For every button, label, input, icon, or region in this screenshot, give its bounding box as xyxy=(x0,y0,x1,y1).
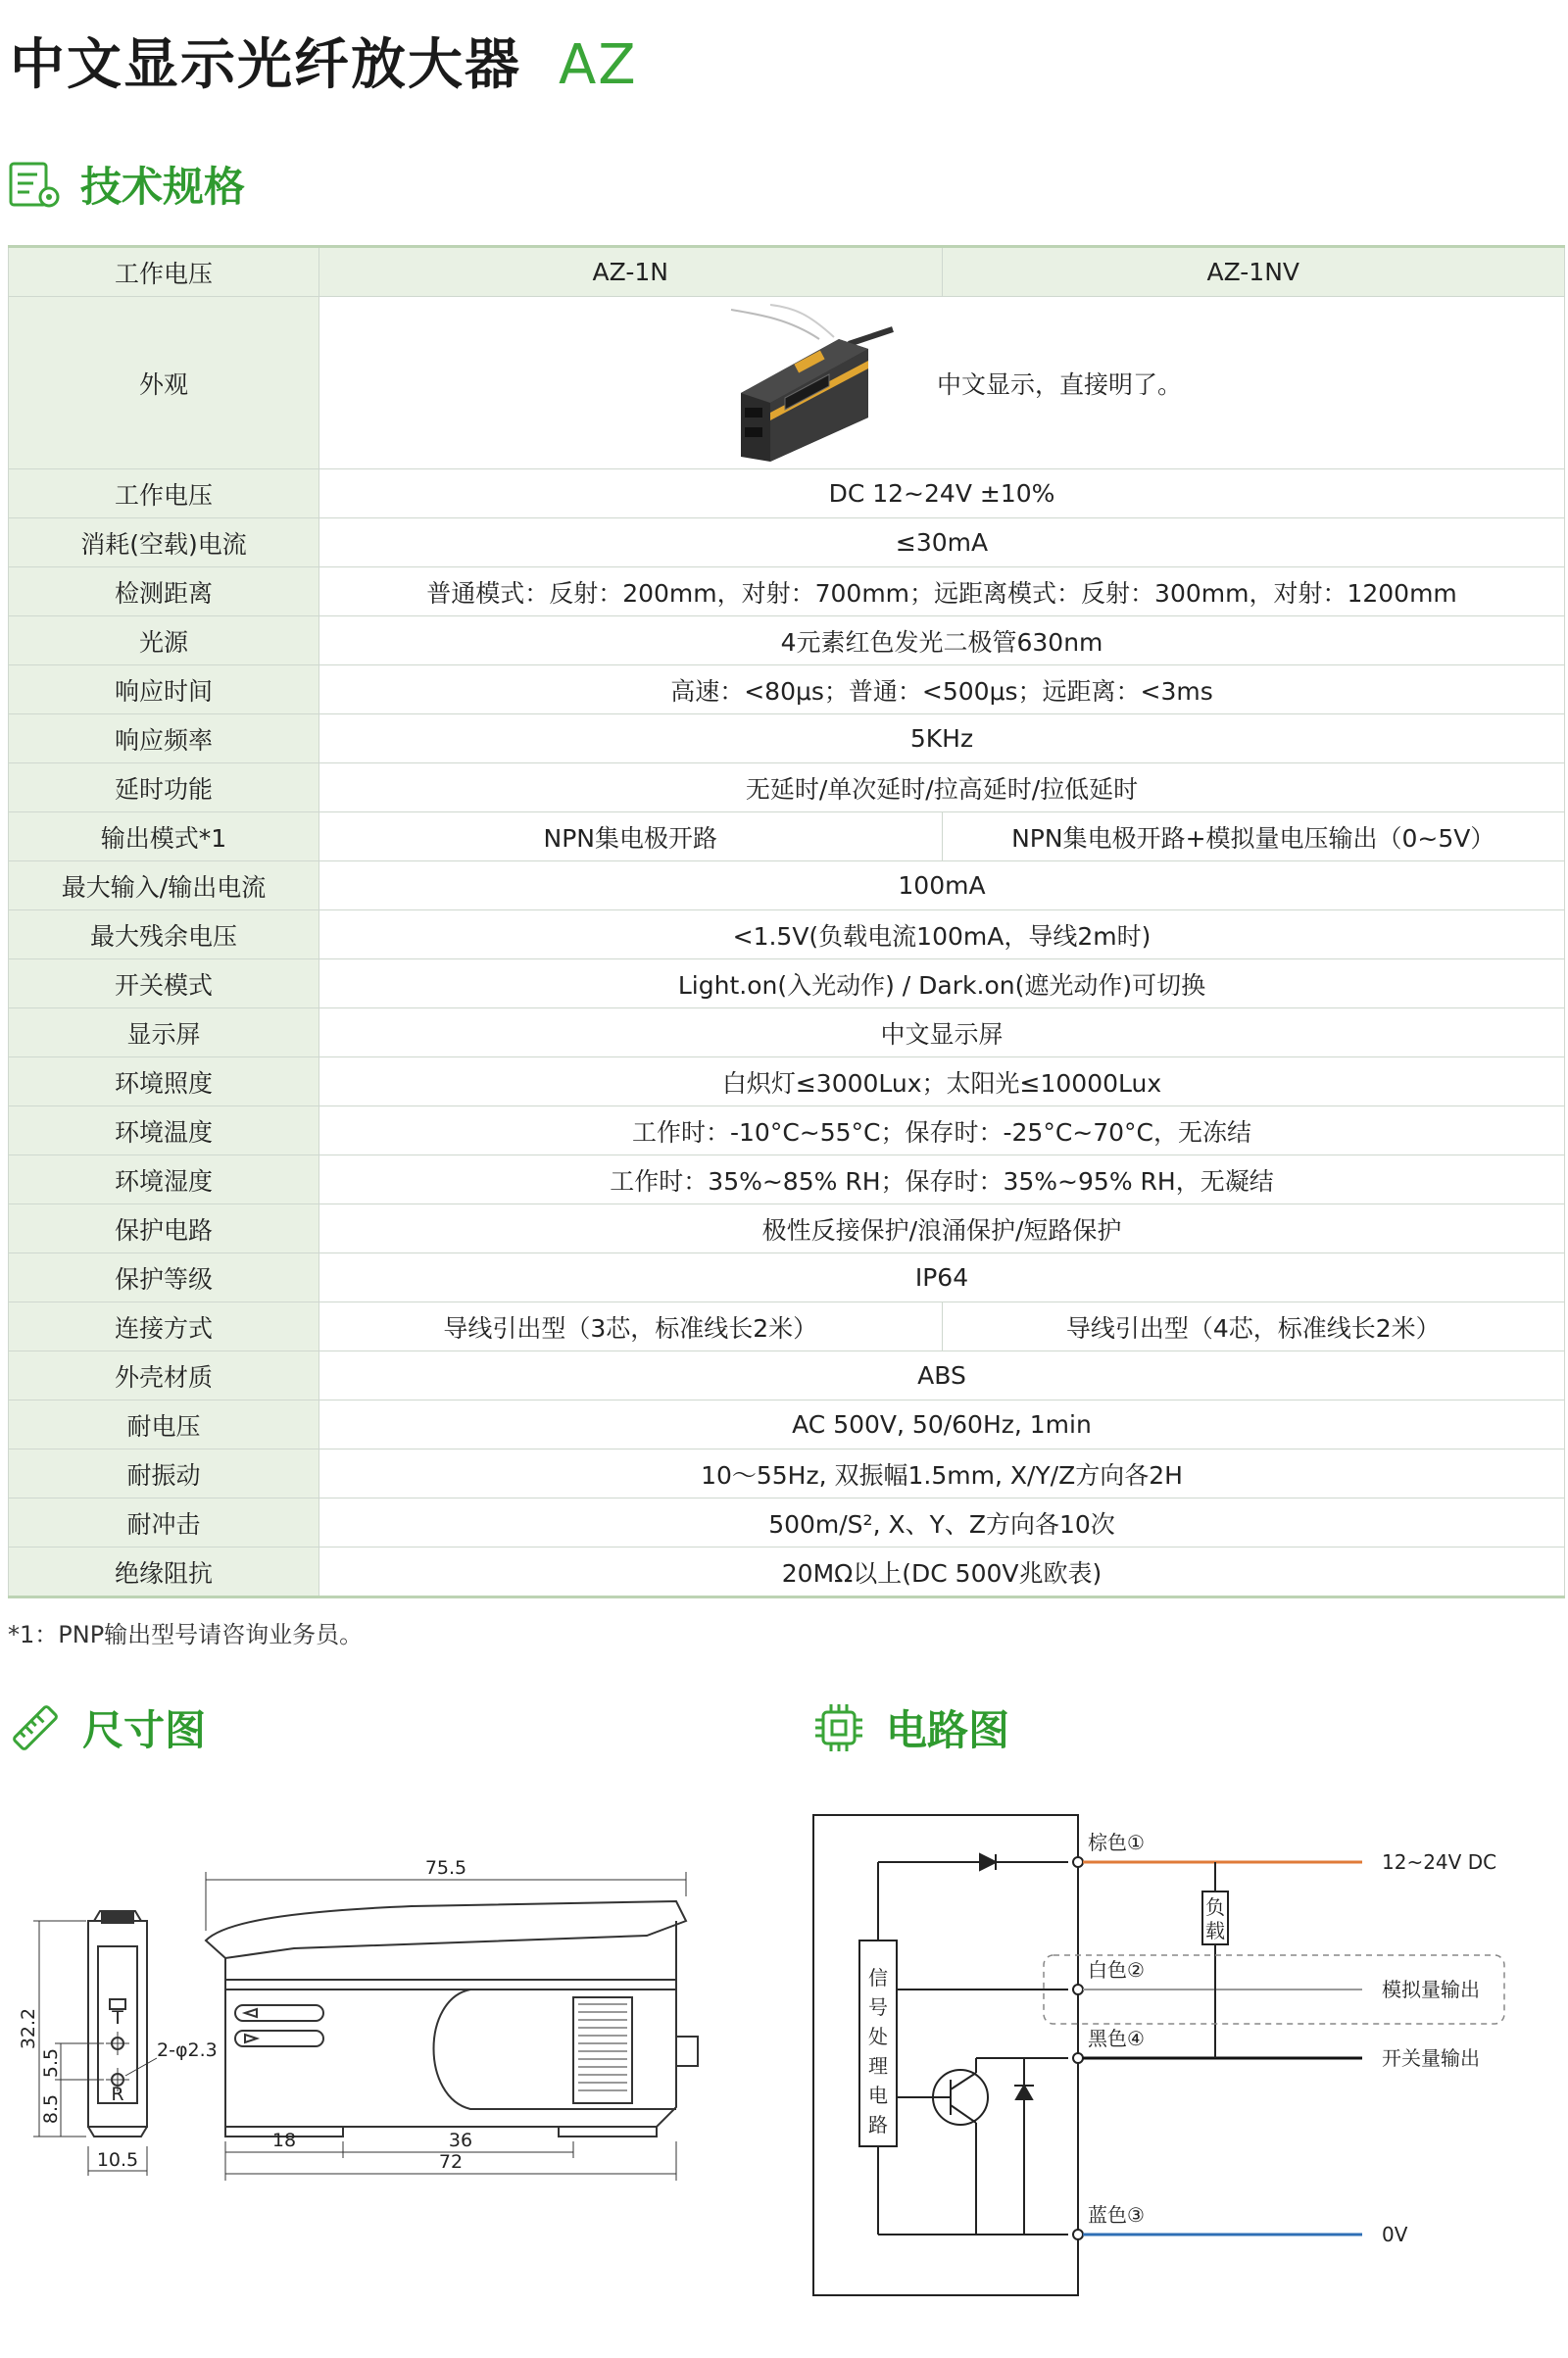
table-cell-value: 极性反接保护/浪涌保护/短路保护 xyxy=(319,1204,1565,1253)
table-cell-value: 4元素红色发光二极管630nm xyxy=(319,616,1565,665)
ruler-icon xyxy=(8,1700,63,1755)
table-row xyxy=(9,714,1565,763)
table-row xyxy=(9,1351,1565,1400)
table-cell-value: 无延时/单次延时/拉高延时/拉低延时 xyxy=(319,763,1565,812)
table-row xyxy=(9,763,1565,812)
wire-label-blue: 蓝色③ xyxy=(1088,2203,1145,2227)
table-cell-value: <1.5V(负载电流100mA，导线2m时) xyxy=(319,910,1565,959)
table-row xyxy=(9,1155,1565,1204)
spec-table xyxy=(8,245,1565,1598)
table-cell-value: 高速：<80μs；普通：<500μs；远距离：<3ms xyxy=(319,665,1565,714)
spec-sheet-icon xyxy=(8,160,61,209)
table-cell-label: 耐冲击 xyxy=(9,1498,319,1547)
table-row xyxy=(9,1253,1565,1302)
table-cell-value: Light.on(入光动作) / Dark.on(遮光动作)可切换 xyxy=(319,959,1565,1008)
table-cell-value: 5KHz xyxy=(319,714,1565,763)
label-t: T xyxy=(112,2007,123,2029)
table-row-appearance xyxy=(9,297,1565,469)
dim-d2: 8.5 xyxy=(40,2093,62,2125)
table-cell-label: 环境湿度 xyxy=(9,1155,319,1204)
table-cell-label: 耐振动 xyxy=(9,1449,319,1498)
table-cell-value: 10～55Hz, 双振幅1.5mm, X/Y/Z方向各2H xyxy=(319,1449,1565,1498)
table-cell-label: 消耗(空载)电流 xyxy=(9,518,319,567)
table-cell-value: 工作时：35%~85% RH；保存时：35%~95% RH，无凝结 xyxy=(319,1155,1565,1204)
table-cell-label: 输出模式*1 xyxy=(9,812,319,861)
circuit-diagram xyxy=(804,1803,1568,2313)
table-cell-label: 环境温度 xyxy=(9,1106,319,1155)
table-row xyxy=(9,959,1565,1008)
table-row xyxy=(9,812,1565,861)
table-cell-value: 导线引出型（4芯，标准线长2米） xyxy=(942,1302,1565,1351)
table-row xyxy=(9,1449,1565,1498)
table-row xyxy=(9,1547,1565,1597)
table-cell-value: 中文显示屏 xyxy=(319,1008,1565,1057)
footnote: *1：PNP输出型号请咨询业务员。 xyxy=(8,1621,364,1648)
table-cell-value: NPN集电极开路 xyxy=(319,812,943,861)
table-row xyxy=(9,1204,1565,1253)
load-label: 负载 xyxy=(1205,1895,1225,1942)
wire-label-brown: 棕色① xyxy=(1088,1831,1145,1854)
appearance-cell xyxy=(319,297,1565,469)
table-cell-label: 工作电压 xyxy=(9,469,319,518)
section-title-dimensions: 尺寸图 xyxy=(82,1706,207,1754)
signal-label-power: 12~24V DC xyxy=(1382,1850,1497,1874)
table-cell-label: 光源 xyxy=(9,616,319,665)
title-main: 中文显示光纤放大器 xyxy=(10,33,521,97)
table-cell-value: 20MΩ以上(DC 500V兆欧表) xyxy=(319,1547,1565,1597)
dim-l1: 18 xyxy=(271,2130,297,2151)
table-cell-label: 连接方式 xyxy=(9,1302,319,1351)
signal-label-analog: 模拟量输出 xyxy=(1382,1978,1480,2001)
table-cell-value: NPN集电极开路+模拟量电压输出（0~5V） xyxy=(942,812,1565,861)
table-row xyxy=(9,1106,1565,1155)
section-heading-specs xyxy=(8,155,245,214)
table-cell-label: 外壳材质 xyxy=(9,1351,319,1400)
table-cell-value: 普通模式：反射：200mm，对射：700mm；远距离模式：反射：300mm，对射：1200mm xyxy=(319,567,1565,616)
table-row xyxy=(9,665,1565,714)
dim-d1: 5.5 xyxy=(40,2047,62,2079)
table-cell-value: IP64 xyxy=(319,1253,1565,1302)
block-label: 信号处理电路 xyxy=(868,1966,888,2137)
table-cell-label: 工作电压 xyxy=(9,247,319,297)
model-col-2: AZ-1NV xyxy=(942,247,1565,297)
wire-label-black: 黑色④ xyxy=(1088,2027,1145,2050)
table-cell-value: 导线引出型（3芯，标准线长2米） xyxy=(319,1302,943,1351)
table-cell-label: 外观 xyxy=(9,297,319,469)
section-title-circuit: 电路图 xyxy=(886,1706,1010,1754)
title-model: AZ xyxy=(559,33,638,97)
section-title-specs: 技术规格 xyxy=(80,163,246,211)
table-cell-label: 最大输入/输出电流 xyxy=(9,861,319,910)
table-row xyxy=(9,616,1565,665)
model-col-1: AZ-1N xyxy=(319,247,943,297)
table-row xyxy=(9,1057,1565,1106)
table-cell-label: 保护电路 xyxy=(9,1204,319,1253)
section-heading-circuit xyxy=(811,1698,1009,1757)
table-cell-label: 最大残余电压 xyxy=(9,910,319,959)
table-cell-value: 工作时：-10°C~55°C；保存时：-25°C~70°C，无冻结 xyxy=(319,1106,1565,1155)
wire-label-white: 白色② xyxy=(1088,1958,1145,1982)
table-row xyxy=(9,1008,1565,1057)
product-photo xyxy=(702,300,898,467)
table-row xyxy=(9,1302,1565,1351)
table-cell-value: ≤30mA xyxy=(319,518,1565,567)
chip-icon xyxy=(811,1700,866,1755)
table-row xyxy=(9,518,1565,567)
section-heading-dimensions xyxy=(8,1698,206,1757)
table-row xyxy=(9,910,1565,959)
table-cell-label: 显示屏 xyxy=(9,1008,319,1057)
signal-label-switch: 开关量输出 xyxy=(1382,2046,1480,2070)
table-cell-value: 白炽灯≤3000Lux；太阳光≤10000Lux xyxy=(319,1057,1565,1106)
table-cell-label: 保护等级 xyxy=(9,1253,319,1302)
appearance-caption: 中文显示，直接明了。 xyxy=(936,369,1182,399)
dim-l2: 36 xyxy=(448,2130,473,2151)
label-r: R xyxy=(111,2084,124,2105)
dim-l3: 72 xyxy=(438,2151,464,2173)
dimension-drawing xyxy=(0,1852,784,2186)
table-cell-label: 延时功能 xyxy=(9,763,319,812)
signal-label-ground: 0V xyxy=(1382,2223,1408,2246)
table-cell-label: 耐电压 xyxy=(9,1400,319,1449)
dim-hole: 2-φ2.3 xyxy=(157,2039,218,2061)
table-row xyxy=(9,469,1565,518)
table-row xyxy=(9,567,1565,616)
table-cell-label: 开关模式 xyxy=(9,959,319,1008)
dim-length: 75.5 xyxy=(424,1857,467,1879)
table-cell-label: 环境照度 xyxy=(9,1057,319,1106)
dim-height: 32.2 xyxy=(18,2007,39,2050)
table-row xyxy=(9,1400,1565,1449)
table-cell-value: 500m/S², X、Y、Z方向各10次 xyxy=(319,1498,1565,1547)
table-cell-label: 检测距离 xyxy=(9,567,319,616)
table-cell-label: 响应频率 xyxy=(9,714,319,763)
table-cell-value: ABS xyxy=(319,1351,1565,1400)
page-title xyxy=(10,22,638,100)
table-cell-value: 100mA xyxy=(319,861,1565,910)
table-cell-value: AC 500V, 50/60Hz, 1min xyxy=(319,1400,1565,1449)
table-header-row xyxy=(9,247,1565,297)
dim-width: 10.5 xyxy=(96,2149,139,2171)
table-cell-label: 响应时间 xyxy=(9,665,319,714)
table-row xyxy=(9,1498,1565,1547)
table-row xyxy=(9,861,1565,910)
table-cell-value: DC 12~24V ±10% xyxy=(319,469,1565,518)
table-cell-label: 绝缘阻抗 xyxy=(9,1547,319,1597)
